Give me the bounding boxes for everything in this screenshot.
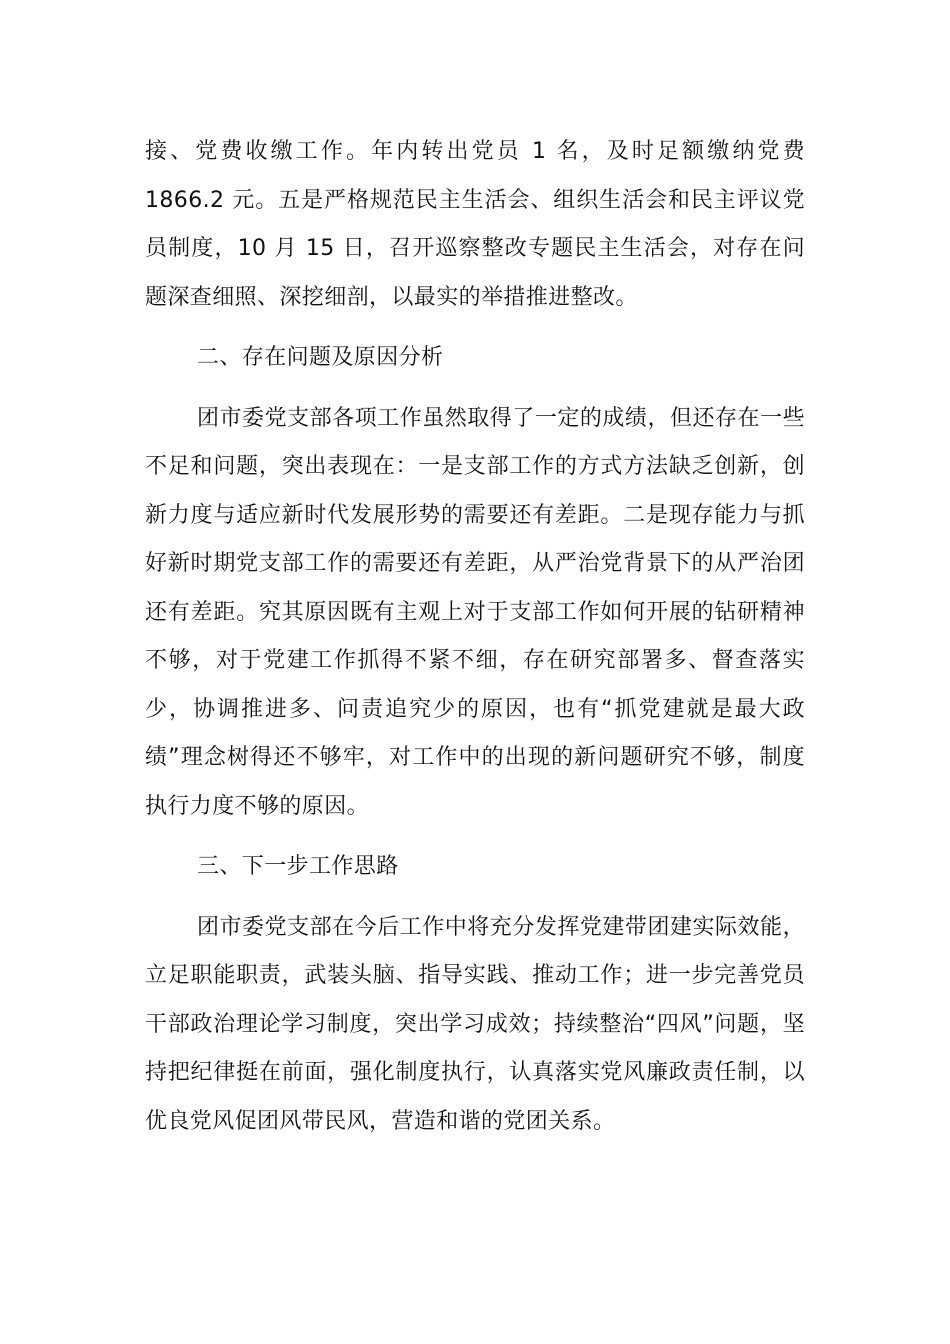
- continued-paragraph: 接、党费收缴工作。年内转出党员 1 名，及时足额缴纳党费 1866.2 元。五是严格规范民主生活会、组织生活会和民主评议党员制度，10 月 15 日，召开巡察整改专题民主生活会，对存在问题深查细照、深挖细剖，以最实的举措推进整改。: [145, 139, 805, 310]
- section-heading-next-steps: 三、下一步工作思路: [197, 854, 399, 879]
- document-body: [145, 128, 805, 1158]
- problems-paragraph: 团市委党支部各项工作虽然取得了一定的成绩，但还存在一些不足和问题，突出表现在：一是支部工作的方式方法缺乏创新，创新力度与适应新时代发展形势的需要还有差距。二是现存能力与抓好新时期党支部工作的需要还有差距，从严治党背景下的从严治团还有差距。究其原因既有主观上对于支部工作如何开展的钻研精神不够，对于党建工作抓得不紧不细，存在研究部署多、督查落实少，协调推进多、问责追究少的原因，也有“抓党建就是最大政绩”理念树得还不够牢，对工作中的出现的新问题研究不够，制度执行力度不够的原因。: [145, 405, 805, 819]
- next-steps-paragraph: 团市委党支部在今后工作中将充分发挥党建带团建实际效能，立足职能职责，武装头脑、指导实践、推动工作；进一步完善党员干部政治理论学习制度，突出学习成效；持续整治“四风”问题，坚持把纪律挺在前面，强化制度执行，认真落实党风廉政责任制，以优良党风促团风带民风，营造和谐的党团关系。: [145, 914, 805, 1134]
- section-heading-problems: 二、存在问题及原因分析: [197, 345, 444, 370]
